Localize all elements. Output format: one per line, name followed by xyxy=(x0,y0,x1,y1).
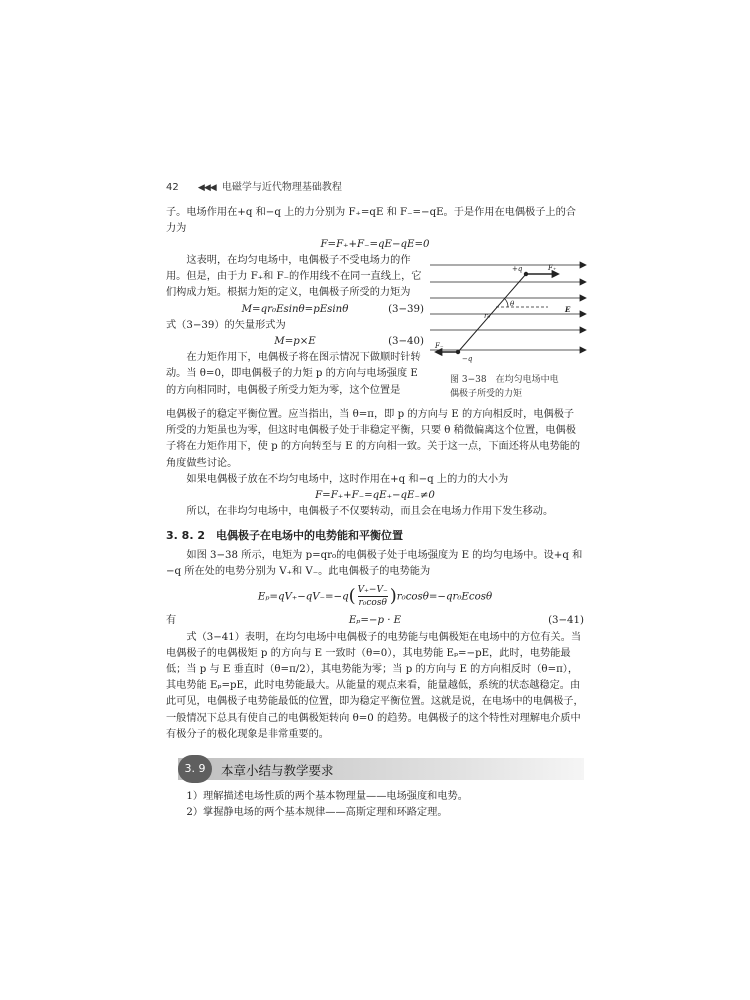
paragraph: 式（3−39）的矢量形式为 xyxy=(166,319,286,331)
label-r0: r₀ xyxy=(484,312,491,320)
equation-torque xyxy=(166,302,424,318)
arrow-left-icons: ◀◀◀ xyxy=(197,183,216,193)
equation-torque-vector xyxy=(166,334,424,350)
summary-list xyxy=(166,789,584,821)
paragraph: 所以，在非均匀电场中，电偶极子不仅要转动，而且会在电场力作用下发生移动。 xyxy=(186,506,554,518)
figure-caption xyxy=(450,373,580,401)
paragraph: 如图 3−38 所示，电矩为 p=qr₀的电偶极子处于电场强度为 E 的均匀电场中。设+q 和−q 所在处的电势分别为 V₊和 V₋。此电偶极子的电势能为 xyxy=(166,550,583,578)
arrow-head xyxy=(580,295,586,301)
list-item: 1）理解描述电场性质的两个基本物理量——电场强度和电势。 xyxy=(186,791,468,802)
caption-line: 偶极子所受的力矩 xyxy=(450,389,523,399)
equation-text: M=qr₀Esinθ=pEsinθ xyxy=(241,303,349,315)
book-title: 电磁学与近代物理基础教程 xyxy=(221,182,342,193)
paragraph: 这表明，在均匀电场中，电偶极子不受电场力的作用。但是，由于力 F₊和 F₋的作用线不在同一直线上，它们构成力矩。根据力矩的定义，电偶极子所受的力矩为 xyxy=(166,255,422,299)
chapter-number-badge: 3. 9 xyxy=(178,755,212,783)
charge-minus xyxy=(456,350,460,354)
label-e: E xyxy=(565,305,571,314)
chapter-title: 本章小结与教学要求 xyxy=(221,763,334,778)
label-f-minus: F₋ xyxy=(435,342,444,350)
equation-part: Eₚ=qV₊−qV₋=−q xyxy=(257,591,349,603)
paragraph: 子。电场作用在+q 和−q 上的力分别为 F₊=qE 和 F₋=−qE。于是作用在电偶极子上的合力为 xyxy=(166,207,576,235)
label-theta: θ xyxy=(510,300,515,308)
list-item: 2）掌握静电场的两个基本规律——高斯定理和环路定理。 xyxy=(186,807,448,819)
paragraph: 电偶极子的稳定平衡位置。应当指出，当 θ=π，即 p 的方向与 E 的方向相反时，电偶极子所受的力矩虽也为零，但这时电偶极子处于非稳定平衡，只要 θ 稍微偏离这个位置，电偶极子将在力矩作用下，使 p 的方向转至与 E 的方向相一致。关于这一点，下面还将从电势能的角度做些讨论。 xyxy=(166,409,581,469)
arrow-head xyxy=(580,347,586,353)
text-block-2 xyxy=(166,253,424,399)
equation-number: (3−41) xyxy=(548,615,584,627)
paragraph: 如果电偶极子放在不均匀电场中，这时作用在+q 和−q 上的力的大小为 xyxy=(186,473,509,485)
arrow-head xyxy=(580,327,586,333)
equation-text: M=p×E xyxy=(274,336,316,348)
equation-energy: Eₚ=qV₊−qV₋=−q( $\frac{V_+-V_-}{\text{r₀cosθ}}$ )r₀cosθ=−qr₀Ecosθ xyxy=(257,585,493,609)
fraction-denominator: r₀cosθ xyxy=(358,598,387,609)
equation-prefix: 有 xyxy=(166,615,177,627)
equation-number: (3−40) xyxy=(388,336,424,348)
arrow-head xyxy=(580,311,586,317)
arrow-head xyxy=(580,262,586,268)
equation-text: Eₚ=−p · E xyxy=(348,615,402,627)
label-f-plus: F₊ xyxy=(548,264,557,272)
equation-nonuniform: F=F₊+F₋=qE₊−qE₋≠0 xyxy=(315,490,435,502)
label-plus-q: +q xyxy=(512,265,523,273)
paragraph: 在力矩作用下，电偶极子将在图示情况下做顺时针转动。当 θ=0，即电偶极子的力矩 p 的方向与电场强度 E 的方向相同时，电偶极子所受力矩为零，这个位置是 xyxy=(166,352,421,396)
page-number: 42 xyxy=(166,182,179,193)
caption-line: 图 3−38 在均匀电场中电 xyxy=(450,375,559,385)
label-minus-q: −q xyxy=(462,355,473,363)
dipole-axis xyxy=(458,274,526,352)
paragraph: 式（3−41）表明，在均匀电场中电偶极子的电势能与电偶极矩在电场中的方位有关。当电偶极子的电偶极矩 p 的方向与 E 一致时（θ=0），其电势能 Eₚ=−pE，此时，电势能最低；当 p 与 E 垂直时（θ=π/2），其电势能为零；当 p 的方向与 E 的方向相反时（θ=π），其电势能 Eₚ=pE，此时电势能最大。从能量的观点来看，能量越低，系统的状态越稳定。由此可见，电偶极子电势能最低的位置，即为稳定平衡位置。这就是说，在电场中的电偶极子，一般情况下总具有使自己的电偶极矩转向 θ=0 的趋势。电偶极子的这个特性对理解电介质中有极分子的极化现象是非常重要的。 xyxy=(166,631,584,740)
dipole-torque-figure xyxy=(430,260,588,368)
equation-energy-vector xyxy=(166,613,584,629)
fraction xyxy=(358,584,388,609)
equation-net-force: F=F₊+F₋=qE−qE=0 xyxy=(320,239,430,250)
text-block-3 xyxy=(166,407,584,520)
page-header xyxy=(166,178,342,193)
fraction-numerator: V₊−V₋ xyxy=(357,585,388,596)
text-block-4 xyxy=(166,548,584,743)
equation-number: (3−39) xyxy=(388,303,424,315)
arrow-head xyxy=(580,279,586,285)
theta-arc xyxy=(504,298,508,307)
equation-part: r₀cosθ=−qr₀Ecosθ xyxy=(396,591,493,603)
section-heading: 3. 8. 2 电偶极子在电场中的电势能和平衡位置 xyxy=(166,529,403,542)
text-block-1 xyxy=(166,205,584,237)
charge-plus xyxy=(524,272,528,276)
